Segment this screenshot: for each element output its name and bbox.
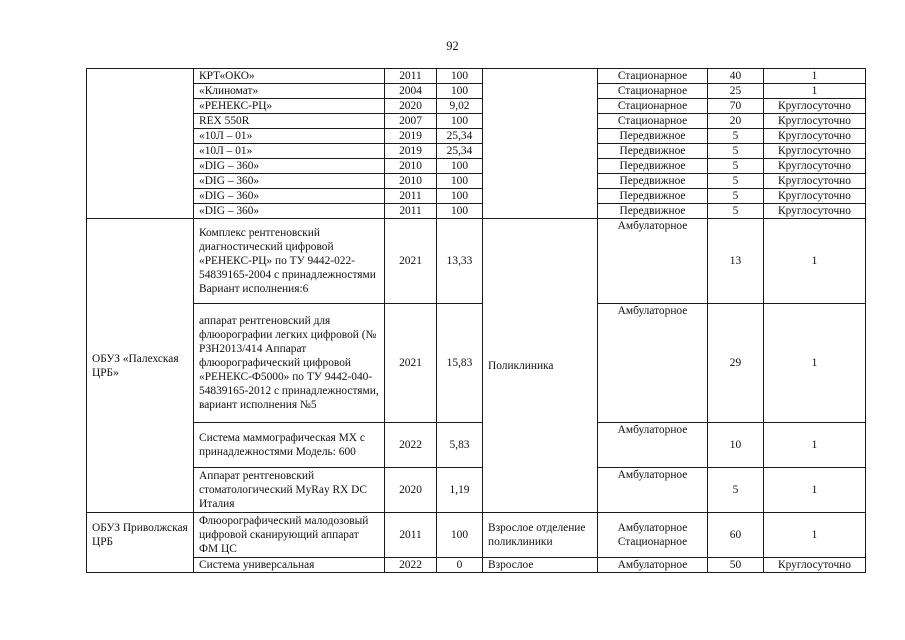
year-cell: 2021 — [385, 219, 437, 304]
equipment-cell: REX 550R — [194, 114, 385, 129]
count-cell: 5 — [708, 144, 764, 159]
count-cell: 5 — [708, 468, 764, 513]
year-cell: 2020 — [385, 99, 437, 114]
count-cell: 10 — [708, 423, 764, 468]
equipment-cell: «10Л – 01» — [194, 129, 385, 144]
mode-cell: 1 — [764, 468, 866, 513]
mode-cell: Круглосуточно — [764, 558, 866, 573]
table-row — [87, 159, 866, 174]
wear-cell: 100 — [437, 114, 483, 129]
equipment-cell: Система маммографическая MX с принадлежностями Модель: 600 — [194, 423, 385, 468]
mode-cell: Круглосуточно — [764, 174, 866, 189]
table-row — [87, 304, 866, 423]
department-cell: Взрослое — [483, 558, 598, 573]
table-row — [87, 204, 866, 219]
mode-cell: 1 — [764, 513, 866, 558]
equipment-cell: «10Л – 01» — [194, 144, 385, 159]
table-row — [87, 84, 866, 99]
department-cell: Взрослое отделение поликлиники — [483, 513, 598, 558]
year-cell: 2007 — [385, 114, 437, 129]
equipment-cell: Комплекс рентгеновский диагностический цифровой «РЕНЕКС-РЦ» по ТУ 9442-022-54839165-2004 с принадлежностями Вариант исполнения:6 — [194, 219, 385, 304]
year-cell: 2022 — [385, 423, 437, 468]
type-cell: Передвижное — [598, 204, 708, 219]
table-row — [87, 69, 866, 84]
year-cell: 2004 — [385, 84, 437, 99]
equipment-cell: «DIG – 360» — [194, 189, 385, 204]
type-cell: Стационарное — [598, 69, 708, 84]
equipment-cell: КРТ«ОКО» — [194, 69, 385, 84]
mode-cell: 1 — [764, 69, 866, 84]
wear-cell: 100 — [437, 69, 483, 84]
wear-cell: 100 — [437, 204, 483, 219]
year-cell: 2011 — [385, 204, 437, 219]
year-cell: 2011 — [385, 189, 437, 204]
wear-cell: 1,19 — [437, 468, 483, 513]
equipment-cell: «DIG – 360» — [194, 204, 385, 219]
wear-cell: 100 — [437, 513, 483, 558]
wear-cell: 0 — [437, 558, 483, 573]
mode-cell: Круглосуточно — [764, 189, 866, 204]
mode-cell: 1 — [764, 304, 866, 423]
mode-cell: Круглосуточно — [764, 144, 866, 159]
count-cell: 60 — [708, 513, 764, 558]
type-cell: Амбулаторное — [598, 558, 708, 573]
wear-cell: 15,83 — [437, 304, 483, 423]
type-cell: Стационарное — [598, 99, 708, 114]
mode-cell: Круглосуточно — [764, 99, 866, 114]
mode-cell: 1 — [764, 219, 866, 304]
table-row — [87, 99, 866, 114]
wear-cell: 9,02 — [437, 99, 483, 114]
mode-cell: 1 — [764, 423, 866, 468]
year-cell: 2021 — [385, 304, 437, 423]
year-cell: 2019 — [385, 129, 437, 144]
type-cell: Стационарное — [598, 84, 708, 99]
wear-cell: 25,34 — [437, 129, 483, 144]
equipment-cell: Система универсальная — [194, 558, 385, 573]
equipment-cell: «DIG – 360» — [194, 174, 385, 189]
count-cell: 20 — [708, 114, 764, 129]
wear-cell: 100 — [437, 84, 483, 99]
table-row — [87, 129, 866, 144]
year-cell: 2022 — [385, 558, 437, 573]
table-row — [87, 144, 866, 159]
table-row — [87, 423, 866, 468]
count-cell: 29 — [708, 304, 764, 423]
type-cell: Амбулаторное — [598, 423, 708, 468]
wear-cell: 100 — [437, 189, 483, 204]
department-cell — [483, 69, 598, 219]
type-cell: Передвижное — [598, 129, 708, 144]
equipment-cell: Флюорографический малодозовый цифровой сканирующий аппарат ФМ ЦС — [194, 513, 385, 558]
wear-cell: 13,33 — [437, 219, 483, 304]
count-cell: 13 — [708, 219, 764, 304]
mode-cell: Круглосуточно — [764, 204, 866, 219]
type-cell: Передвижное — [598, 174, 708, 189]
table-row — [87, 189, 866, 204]
wear-cell: 100 — [437, 174, 483, 189]
year-cell: 2011 — [385, 69, 437, 84]
count-cell: 5 — [708, 129, 764, 144]
count-cell: 5 — [708, 189, 764, 204]
mode-cell: Круглосуточно — [764, 114, 866, 129]
year-cell: 2010 — [385, 174, 437, 189]
table-row — [87, 513, 866, 558]
table-row — [87, 468, 866, 513]
year-cell: 2020 — [385, 468, 437, 513]
mode-cell: Круглосуточно — [764, 129, 866, 144]
count-cell: 40 — [708, 69, 764, 84]
type-cell: Передвижное — [598, 159, 708, 174]
year-cell: 2011 — [385, 513, 437, 558]
type-cell: Передвижное — [598, 189, 708, 204]
count-cell: 25 — [708, 84, 764, 99]
wear-cell: 5,83 — [437, 423, 483, 468]
count-cell: 5 — [708, 204, 764, 219]
equipment-cell: аппарат рентгеновский для флюорографии легких цифровой (№ РЗН2013/414 Аппарат флюорографический цифровой «РЕНЕКС-Ф5000» по ТУ 9442-040-54839165-2012 с принадлежностями, вариант исполнения №5 — [194, 304, 385, 423]
count-cell: 5 — [708, 174, 764, 189]
institution-cell: ОБУЗ Приволжская ЦРБ — [87, 513, 194, 573]
type-cell: Амбулаторное — [598, 219, 708, 304]
equipment-cell: Аппарат рентгеновский стоматологический MyRay RX DC Италия — [194, 468, 385, 513]
institution-cell: ОБУЗ «Палехская ЦРБ» — [87, 219, 194, 513]
count-cell: 5 — [708, 159, 764, 174]
equipment-cell: «РЕНЕКС-РЦ» — [194, 99, 385, 114]
type-cell: Амбулаторное — [598, 304, 708, 423]
institution-cell — [87, 69, 194, 219]
equipment-cell: «Клиномат» — [194, 84, 385, 99]
page-number: 92 — [446, 39, 459, 53]
table-row — [87, 558, 866, 573]
mode-cell: 1 — [764, 84, 866, 99]
department-cell: Поликлиника — [483, 219, 598, 513]
mode-cell: Круглосуточно — [764, 159, 866, 174]
table-row — [87, 174, 866, 189]
year-cell: 2010 — [385, 159, 437, 174]
table-row — [87, 114, 866, 129]
equipment-cell: «DIG – 360» — [194, 159, 385, 174]
type-cell: Передвижное — [598, 144, 708, 159]
wear-cell: 25,34 — [437, 144, 483, 159]
equipment-table — [86, 68, 866, 573]
wear-cell: 100 — [437, 159, 483, 174]
count-cell: 70 — [708, 99, 764, 114]
year-cell: 2019 — [385, 144, 437, 159]
count-cell: 50 — [708, 558, 764, 573]
type-cell: Амбулаторное — [598, 468, 708, 513]
table-row — [87, 219, 866, 304]
type-cell: Стационарное — [598, 114, 708, 129]
type-cell: Амбулаторное Стационарное — [598, 513, 708, 558]
